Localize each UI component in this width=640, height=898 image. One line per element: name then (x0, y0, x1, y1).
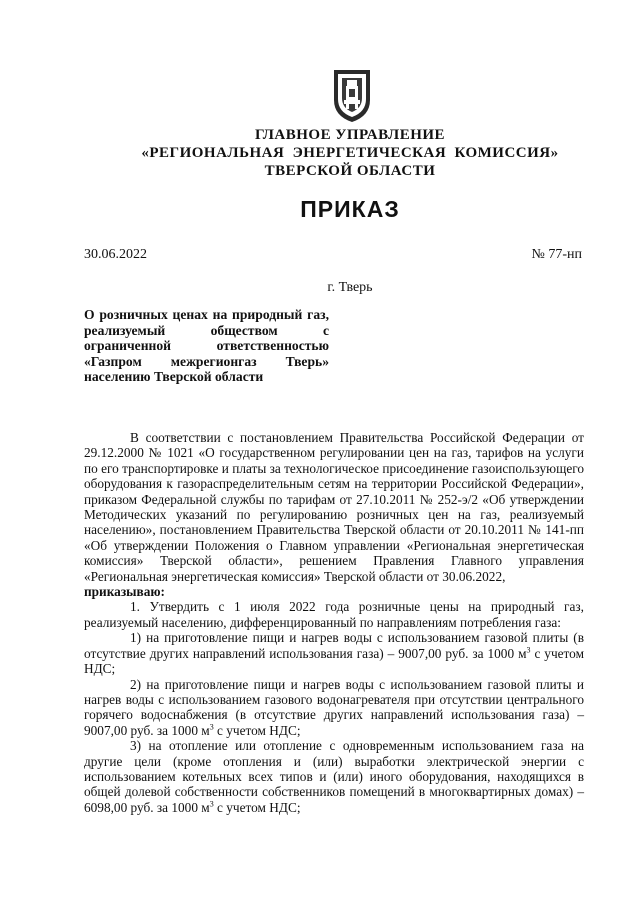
document-type-title: ПРИКАЗ (300, 196, 400, 222)
document-number: № 77-нп (531, 247, 582, 262)
cubic-superscript: 3 (209, 799, 214, 809)
preamble-paragraph: В соответствии с постановлением Правительства Российской Федерации от 29.12.2000 № 1021 «О государственном регулировании цен на газ, тарифов на услуги по его транспортировке и платы за технологическое присоединение газоиспользующего оборудования к газораспределительным сетям на территории Российской Федерации», приказом Федеральной службы по тарифам от 27.10.2011 № 252-э/2 «Об утверждении Методических указаний по регулированию розничных цен на газ, реализуемый населению», постановлением Правительства Тверской области от 20.10.2011 № 141-пп «Об утверждении Положения о Главном управлении «Региональная энергетическая комиссия» Тверской области», решением Правления Главного управления «Региональная энергетическая комиссия» Тверской области от 30.06.2022, (84, 430, 584, 584)
cubic-superscript: 3 (209, 722, 214, 732)
subject-line: населению Тверской области (84, 369, 264, 385)
subject-line: ограниченной ответственностью (84, 338, 329, 354)
item-1-paragraph: 1. Утвердить с 1 июля 2022 года розничные цены на природный газ, реализуемый населению, дифференцированный по направлениям потребления газа: (84, 599, 584, 630)
subitem-3-end: с учетом НДС; (213, 799, 301, 815)
subitem-1-end: с учетом НДС; (84, 645, 584, 677)
subitem-2-text: 2) на приготовление пищи и нагрев воды с использованием газовой плиты и нагрев воды с использованием газового водонагревателя при отсутствии центрального горячего водоснабжения (в отсутствие других направлений использования газа) – 9007,00 руб. за 1000 м (84, 676, 584, 738)
command-word: приказываю: (84, 584, 165, 600)
org-name-line-3: ТВЕРСКОЙ ОБЛАСТИ (264, 163, 436, 179)
document-subject (84, 307, 329, 385)
org-name-line-2: «РЕГИОНАЛЬНАЯ ЭНЕРГЕТИЧЕСКАЯ КОМИССИЯ» (141, 145, 559, 161)
document-city: г. Тверь (327, 280, 373, 295)
cubic-superscript: 3 (526, 645, 531, 655)
subitem-2-paragraph (84, 677, 584, 739)
document-date: 30.06.2022 (84, 247, 147, 262)
subitem-3-paragraph (84, 738, 584, 815)
coat-of-arms-icon (330, 66, 374, 124)
subitem-2-end: с учетом НДС; (213, 722, 301, 738)
document-body (84, 430, 584, 815)
subitem-1-paragraph (84, 630, 584, 676)
subitem-1-text: 1) на приготовление пищи и нагрев воды с использованием газовой плиты (в отсутствие других направлений использования газа) – 9007,00 руб. за 1000 м (84, 630, 584, 661)
subject-line: «Газпром межрегионгаз Тверь» (84, 353, 329, 369)
org-name-line-1: ГЛАВНОЕ УПРАВЛЕНИЕ (254, 127, 446, 143)
subitem-3-text: 3) на отопление или отопление с одновременным использованием газа на другие цели (кроме отопления и (или) выработки электрической энергии с использованием котельных всех типов и (или) иного оборудования, находящихся в общей долевой собственности собственников помещений в многоквартирных домах) – 6098,00 руб. за 1000 м (84, 738, 584, 815)
subject-line: реализуемый обществом с (84, 322, 329, 338)
subject-line: О розничных ценах на природный газ, (84, 307, 329, 322)
